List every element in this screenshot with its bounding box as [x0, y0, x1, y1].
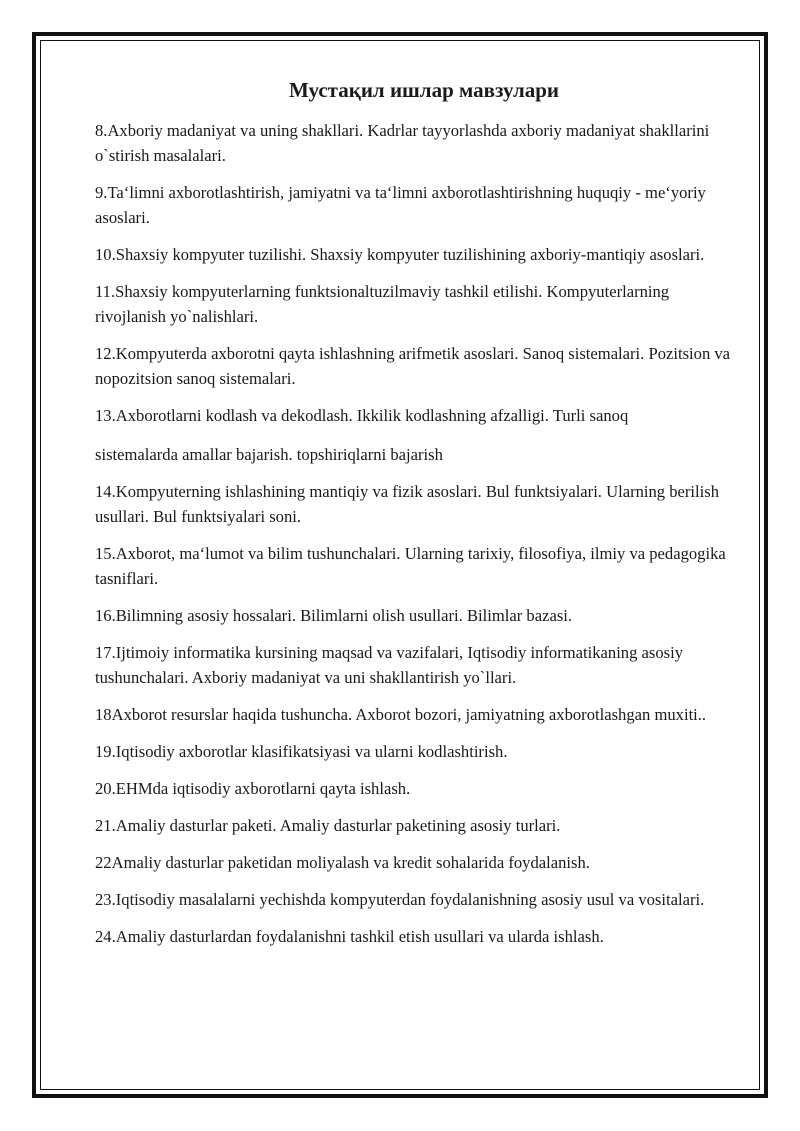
topic-item-23: 23.Iqtisodiy masalalarni yechishda kompyuterdan foydalanishning asosiy usul va vositalari. [95, 890, 705, 909]
topic-item-21: 21.Amaliy dasturlar paketi. Amaliy dasturlar paketining asosiy turlari. [95, 816, 561, 835]
topic-item-19: 19.Iqtisodiy axborotlar klasifikatsiyasi va ularni kodlashtirish. [95, 742, 508, 761]
topic-item-10: 10.Shaxsiy kompyuter tuzilishi. Shaxsiy kompyuter tuzilishining axboriy-mantiqiy asoslari. [95, 245, 705, 264]
topic-item-22: 22Amaliy dasturlar paketidan moliyalash va kredit sohalarida foydalanish. [95, 853, 590, 872]
topic-item-11: 11.Shaxsiy kompyuterlarning funktsionaltuzilmaviy tashkil etilishi. Kompyuterlarning rivojlanish yo`nalishlari. [95, 282, 670, 326]
topic-item-20: 20.EHMda iqtisodiy axborotlarni qayta ishlash. [95, 779, 411, 798]
topic-item-9: 9.Ta‘limni axborotlashtirish, jamiyatni va ta‘limni axborotlashtirishning huquqiy - me‘yoriy asoslari. [95, 183, 706, 227]
topic-item-8: 8.Axboriy madaniyat va uning shakllari. Kadrlar tayyorlashda axboriy madaniyat shakllarini o`stirish masalalari. [95, 121, 710, 165]
topic-item-15: 15.Axborot, ma‘lumot va bilim tushunchalari. Ularning tarixiy, filosofiya, ilmiy va pedagogika tasniflari. [95, 544, 726, 588]
page-title: Мустақил ишлар мавзулари [288, 78, 560, 102]
topic-item-24: 24.Amaliy dasturlardan foydalanishni tashkil etish usullari va ularda ishlash. [95, 927, 604, 946]
document-body [95, 74, 735, 961]
topic-item-13-continuation: sistemalarda amallar bajarish. topshiriqlarni bajarish [95, 445, 443, 464]
topic-item-18: 18Axborot resurslar haqida tushuncha. Axborot bozori, jamiyatning axborotlashgan muxiti.. [95, 705, 707, 724]
topic-item-16: 16.Bilimning asosiy hossalari. Bilimlarni olish usullari. Bilimlar bazasi. [95, 606, 573, 625]
topic-item-14: 14.Kompyuterning ishlashining mantiqiy va fizik asoslari. Bul funktsiyalari. Ularning berilish usullari. Bul funktsiyalari soni. [95, 482, 720, 526]
topic-item-17: 17.Ijtimoiy informatika kursining maqsad va vazifalari, Iqtisodiy informatikaning asosiy tushunchalari. Axboriy madaniyat va uni shakllantirish yo`llari. [95, 643, 684, 687]
topic-item-12: 12.Kompyuterda axborotni qayta ishlashning arifmetik asoslari. Sanoq sistemalari. Pozitsion va nopozitsion sanoq sistemalari. [95, 344, 731, 388]
topic-item-13: 13.Axborotlarni kodlash va dekodlash. Ikkilik kodlashning afzalligi. Turli sanoq [95, 406, 629, 425]
